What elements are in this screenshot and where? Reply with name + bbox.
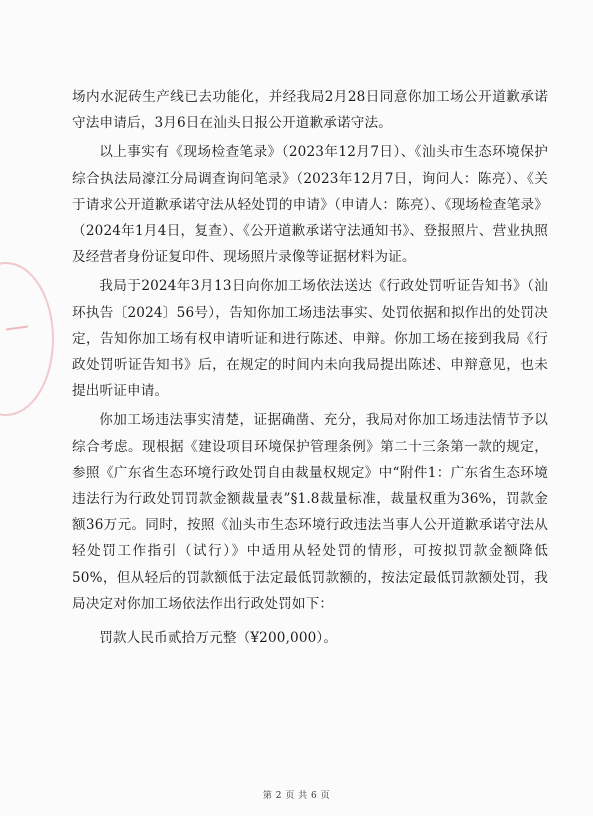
red-seal-fragment (0, 262, 54, 416)
document-body (72, 84, 548, 651)
paragraph-penalty-basis: 你加工场违法事实清楚，证据确凿、充分，我局对你加工场违法情节予以综合考虑。现根据《建设项目环境保护管理条例》第二十三条第一款的规定，参照《广东省生态环境行政处罚自由裁量权规定》中“附件1：广东省生态环境违法行为行政处罚罚款金额裁量表”§1.8裁量标准，裁量权重为36%，罚款金额36万元。同时，按照《汕头市生态环境行政违法当事人公开道歉承诺守法从轻处罚工作指引（试行）》中适用从轻处罚的情形，可按拟罚款金额降低50%，但从轻后的罚款额低于法定最低罚款额的，按法定最低罚款额处罚，我局决定对你加工场依法作出行政处罚如下： (72, 412, 548, 612)
paragraph-continuation: 场内水泥砖生产线已去功能化，并经我局2月28日同意你加工场公开道歉承诺守法申请后，3月6日在汕头日报公开道歉承诺守法。 (72, 89, 548, 132)
paragraph-hearing-notice: 我局于2024年3月13日向你加工场依法送达《行政处罚听证告知书》（汕环执告〔2024〕56号），告知你加工场违法事实、处罚依据和拟作出的处罚决定，告知你加工场有权申请听证和进行陈述、申辩。你加工场在接到我局《行政处罚听证告知书》后，在规定的时间内未向我局提出陈述、申辩意见，也未提出听证申请。 (72, 278, 548, 400)
paragraph-evidence: 以上事实有《现场检查笔录》（2023年12月7日）、《汕头市生态环境保护综合执法局濠江分局调查询问笔录》（2023年12月7日，询问人：陈亮）、《关于请求公开道歉承诺守法从轻处罚的申请》（申请人：陈亮）、《现场检查笔录》（2024年1月4日，复查）、《公开道歉承诺守法通知书》、登报照片、营业执照及经营者身份证复印件、现场照片录像等证据材料为证。 (72, 144, 548, 266)
page-number: 第 2 页 共 6 页 (262, 791, 331, 801)
paragraph-fine-amount: 罚款人民币贰拾万元整（¥200,000）。 (99, 630, 338, 647)
